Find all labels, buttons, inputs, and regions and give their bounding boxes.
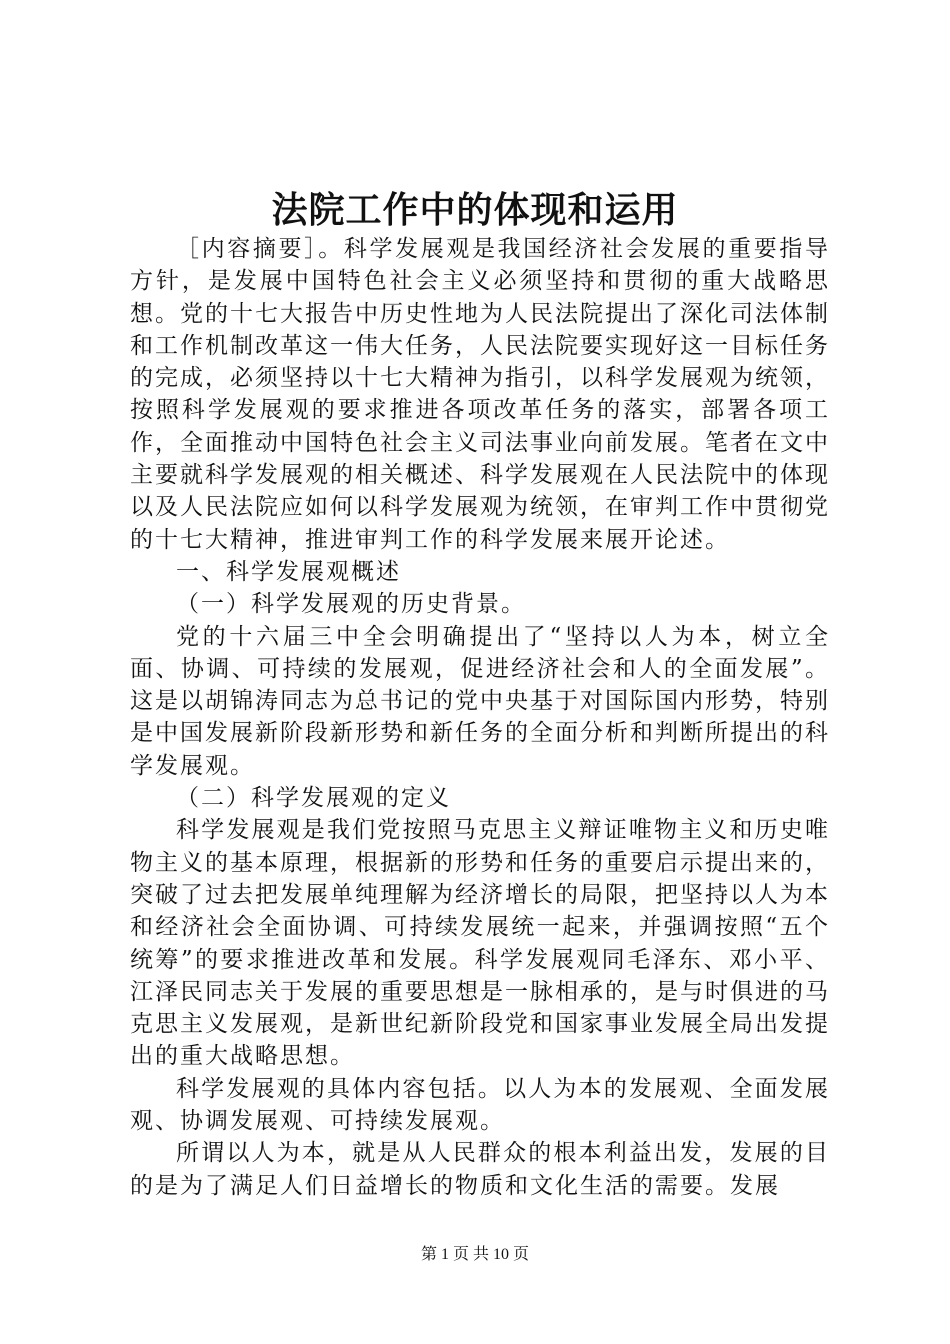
subsection-heading: （一）科学发展观的历史背景。 — [176, 591, 526, 618]
body-paragraph: 党的十六届三中全会明确提出了“坚持以人为本，树立全面、协调、可持续的发展观，促进经济社会和人的全面发展”。这是以胡锦涛同志为总书记的党中央基于对国际国内形势，特别是中国发展新阶段新形势和新任务的全面分析和判断所提出的科学发展观。 — [130, 623, 830, 779]
section-heading: 一、科学发展观概述 — [176, 558, 401, 585]
body-paragraph: 科学发展观的具体内容包括。以人为本的发展观、全面发展观、协调发展观、可持续发展观。 — [130, 1075, 830, 1135]
abstract-paragraph: ［内容摘要］。科学发展观是我国经济社会发展的重要指导方针，是发展中国特色社会主义必须坚持和贯彻的重大战略思想。党的十七大报告中历史性地为人民法院提出了深化司法体制和工作机制改革这一伟大任务，人民法院要实现好这一目标任务的完成，必须坚持以十七大精神为指引，以科学发展观为统领，按照科学发展观的要求推进各项改革任务的落实，部署各项工作，全面推动中国特色社会主义司法事业向前发展。笔者在文中主要就科学发展观的相关概述、科学发展观在人民法院中的体现以及人民法院应如何以科学发展观为统领，在审判工作中贯彻党的十七大精神，推进审判工作的科学发展来展开论述。 — [130, 236, 830, 553]
page-footer: 第 1 页 共 10 页 — [420, 1246, 529, 1263]
subsection-heading: （二）科学发展观的定义 — [176, 785, 451, 812]
body-paragraph: 所谓以人为本，就是从人民群众的根本利益出发，发展的目的是为了满足人们日益增长的物质和文化生活的需要。发展 — [130, 1140, 830, 1199]
document-body — [130, 233, 830, 1202]
document-title: 法院工作中的体现和运用 — [271, 189, 679, 231]
body-paragraph: 科学发展观是我们党按照马克思主义辩证唯物主义和历史唯物主义的基本原理，根据新的形势和任务的重要启示提出来的，突破了过去把发展单纯理解为经济增长的局限，把坚持以人为本和经济社会全面协调、可持续发展统一起来，并强调按照“五个统筹”的要求推进改革和发展。科学发展观同毛泽东、邓小平、江泽民同志关于发展的重要思想是一脉相承的，是与时俱进的马克思主义发展观，是新世纪新阶段党和国家事业发展全局出发提出的重大战略思想。 — [130, 817, 830, 1070]
